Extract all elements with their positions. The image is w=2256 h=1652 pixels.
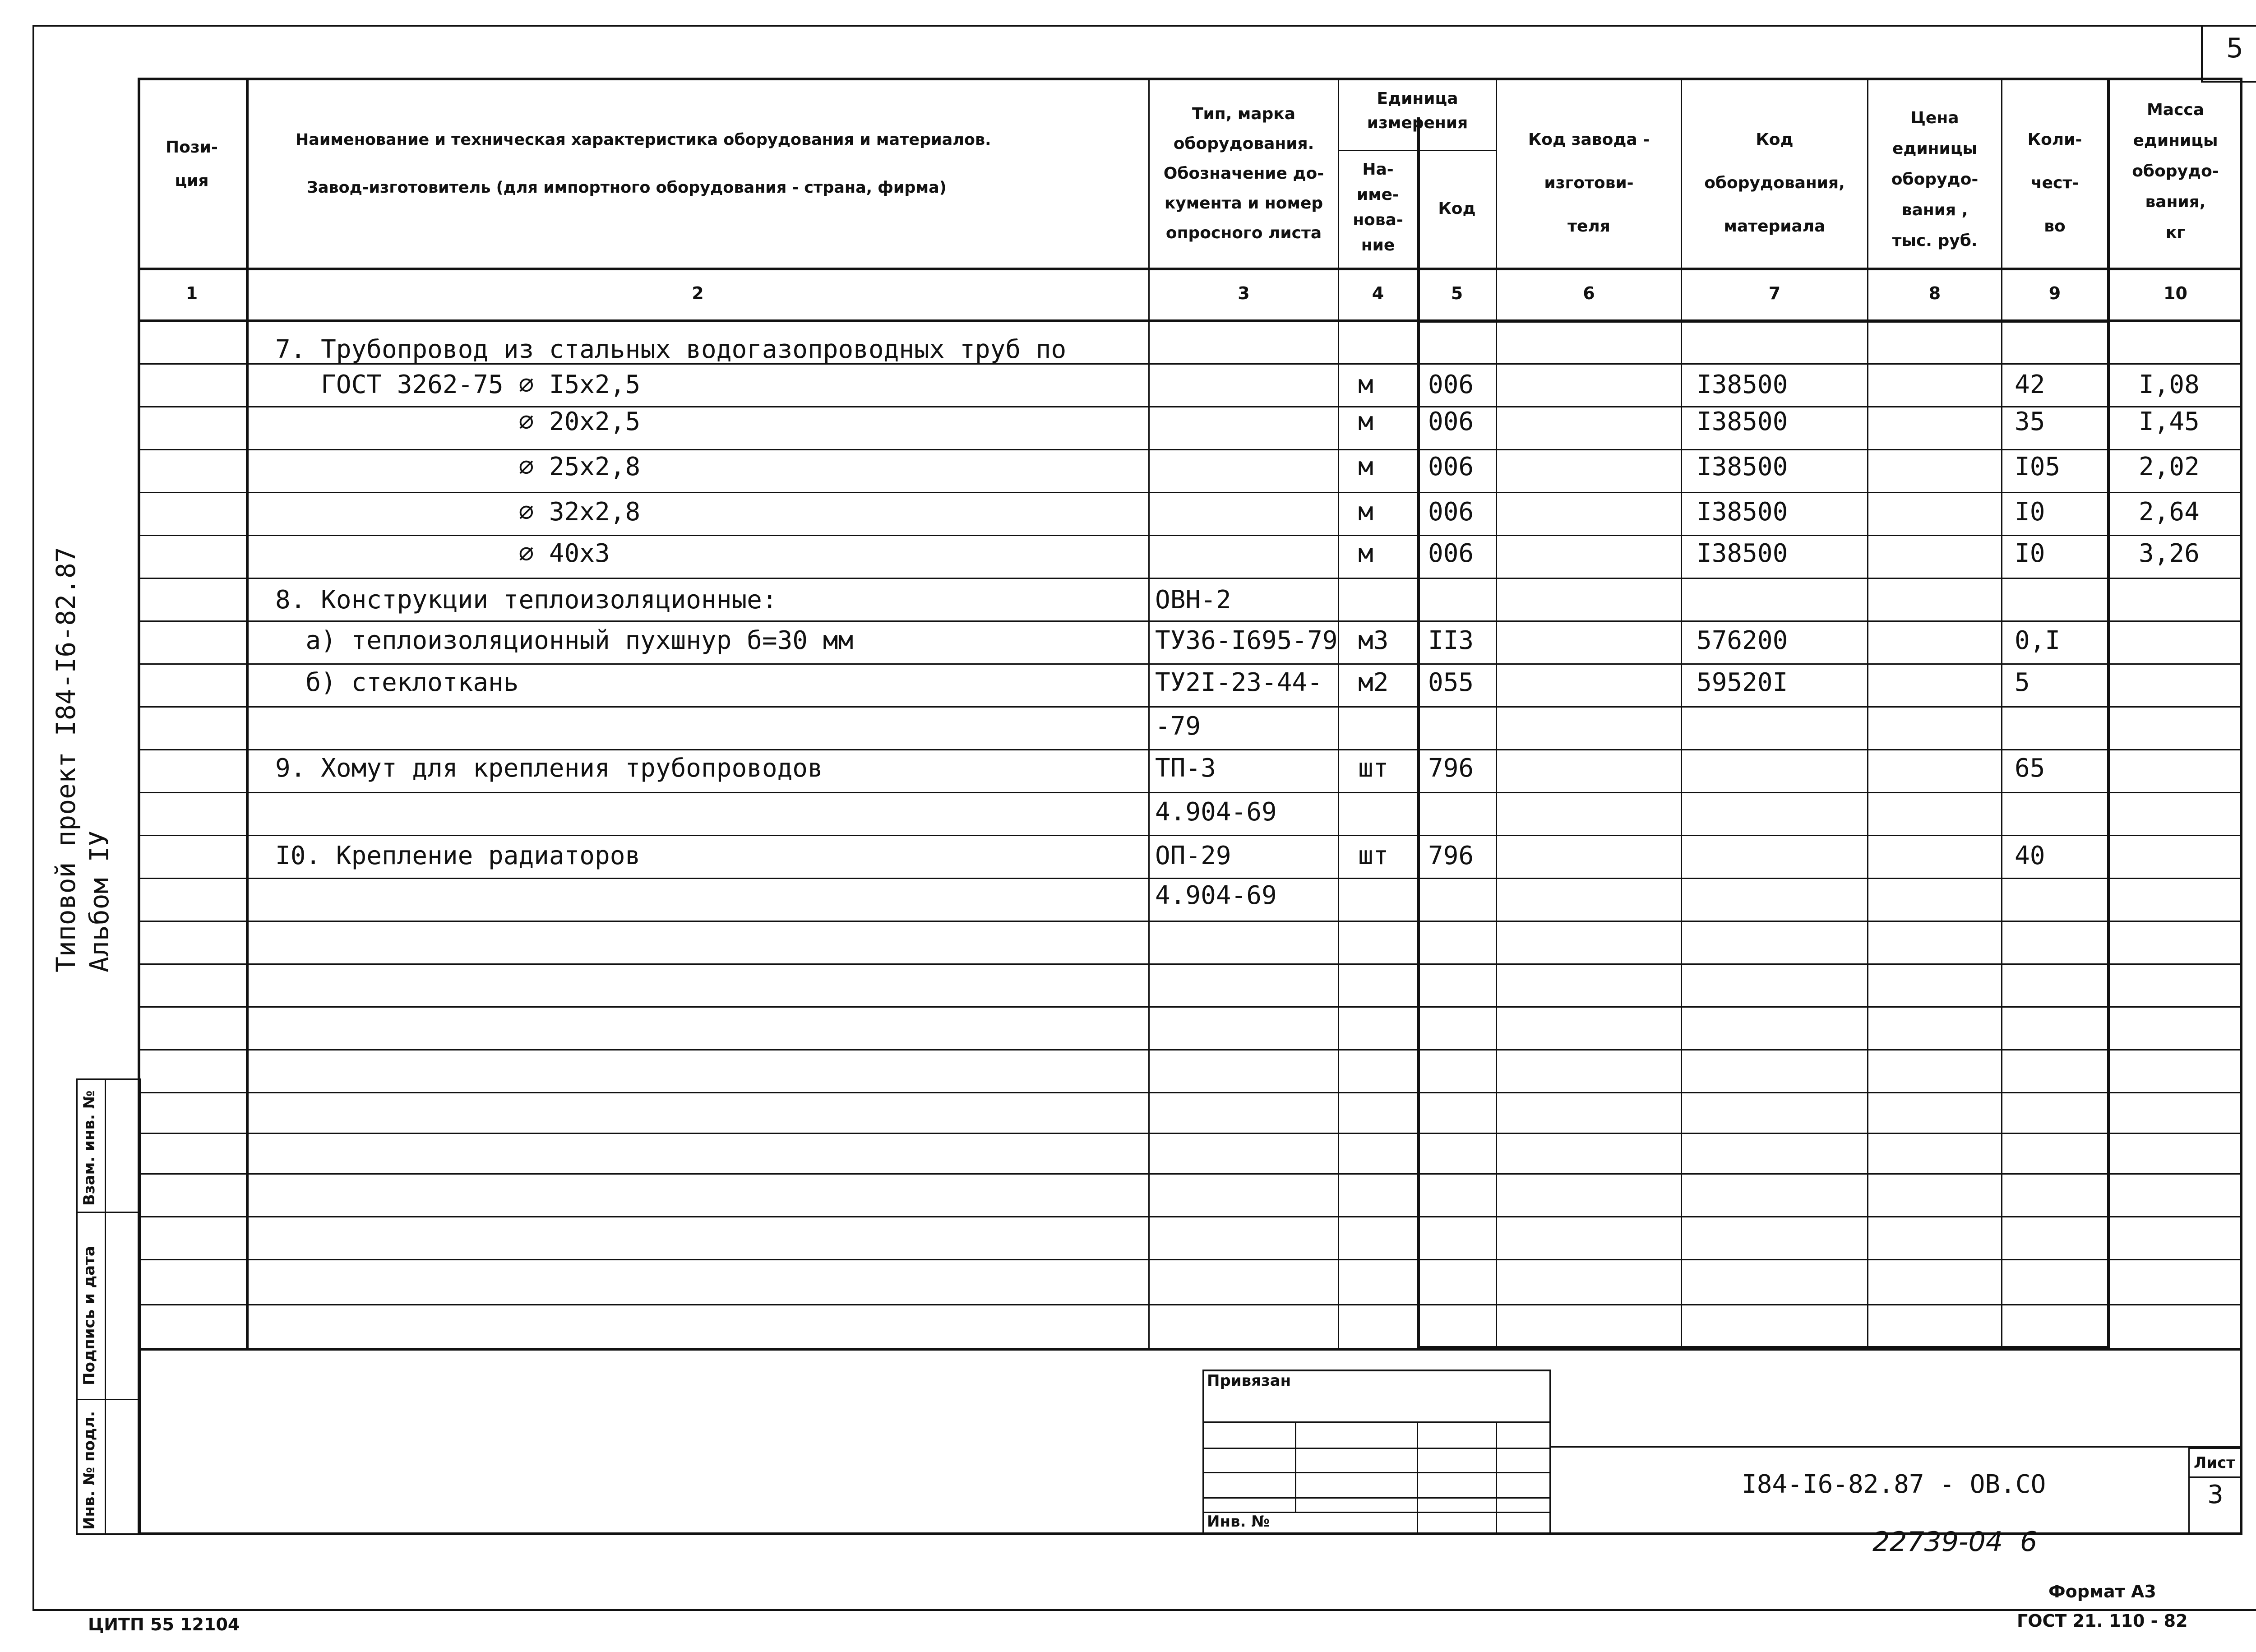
col-number: 10 bbox=[2164, 283, 2187, 303]
table-cell-c5: 006 bbox=[1428, 407, 1474, 436]
table-cell-c3: ОВН-2 bbox=[1155, 585, 1231, 615]
header-position: Пози- ция bbox=[166, 138, 218, 190]
table-cell-c3: ТУ2I-23-44- bbox=[1155, 668, 1322, 697]
table-cell-c2: 8. Конструкции теплоизоляционные: bbox=[275, 585, 777, 615]
table-cell-c3: -79 bbox=[1155, 712, 1201, 741]
header-name-line2: Завод-изготовитель (для импортного оборудования - страна, фирма) bbox=[307, 179, 947, 197]
header-unit-group: Единица измерения bbox=[1367, 89, 1468, 132]
footer-left: ЦИТП 55 12104 bbox=[88, 1615, 240, 1634]
header-unit-code: Код bbox=[1438, 199, 1476, 218]
table-cell-c9: I0 bbox=[2015, 497, 2045, 527]
table-cell-c9: 42 bbox=[2015, 370, 2045, 399]
unit-group-line bbox=[1338, 150, 1496, 151]
format-label: Формат А3 bbox=[2048, 1582, 2156, 1601]
table-cell-c10: I,45 bbox=[2139, 407, 2200, 436]
header-equipment-code: Код оборудования, материала bbox=[1704, 130, 1845, 236]
document-designation: I84-I6-82.87 - ОВ.СО bbox=[1742, 1470, 2046, 1499]
strip-line bbox=[76, 1212, 141, 1213]
stamp-line bbox=[1202, 1497, 1551, 1499]
table-cell-c7: I38500 bbox=[1697, 497, 1788, 527]
header-plant-code: Код завода - изготови- теля bbox=[1528, 130, 1650, 236]
table-cell-c2: а) теплоизоляционный пухшнур б=30 мм bbox=[275, 626, 854, 655]
header-price: Цена единицы оборудо- вания , тыс. руб. bbox=[1891, 109, 1979, 250]
row-line bbox=[138, 1304, 2242, 1305]
header-quantity: Коли- чест- во bbox=[2027, 130, 2082, 236]
bold-block-top bbox=[1417, 319, 2110, 323]
table-cell-c9: I05 bbox=[2015, 452, 2061, 481]
stamp-line bbox=[1202, 1472, 1551, 1473]
table-cell-c7: I38500 bbox=[1697, 407, 1788, 436]
table-cell-c9: I0 bbox=[2015, 539, 2045, 568]
row-line bbox=[138, 620, 2242, 622]
table-cell-c10: 2,64 bbox=[2139, 497, 2200, 527]
col-number: 6 bbox=[1583, 283, 1595, 303]
table-cell-c3: ОП-29 bbox=[1155, 841, 1231, 870]
table-cell-c2: I0. Крепление радиаторов bbox=[275, 841, 641, 870]
header-unit-name: На- име- нова- ние bbox=[1353, 160, 1403, 255]
row-line bbox=[138, 792, 2242, 793]
table-cell-c4: м bbox=[1358, 497, 1373, 527]
header-bottom-line bbox=[138, 268, 2242, 270]
stamp-line bbox=[1202, 1421, 1551, 1423]
table-cell-c3: ТП-3 bbox=[1155, 754, 1216, 783]
table-cell-c7: I38500 bbox=[1697, 539, 1788, 568]
stamp-divider bbox=[1295, 1421, 1296, 1512]
col-number: 4 bbox=[1372, 283, 1384, 303]
row-line bbox=[138, 449, 2242, 450]
strip-divider bbox=[105, 1078, 106, 1535]
title-block-line bbox=[1551, 1446, 2242, 1448]
row-line bbox=[138, 1133, 2242, 1134]
row-line bbox=[138, 921, 2242, 922]
table-cell-c4: м bbox=[1358, 407, 1373, 436]
table-cell-c10: 3,26 bbox=[2139, 539, 2200, 568]
table-cell-c3: 4.904-69 bbox=[1155, 797, 1277, 827]
row-line bbox=[138, 1049, 2242, 1050]
table-cell-c4: м bbox=[1358, 452, 1373, 481]
table-cell-c4: м bbox=[1358, 539, 1373, 568]
table-cell-c7: I38500 bbox=[1697, 452, 1788, 481]
row-line bbox=[138, 1259, 2242, 1260]
row-line bbox=[138, 963, 2242, 965]
table-cell-c3: ТУ36-I695-79 bbox=[1155, 626, 1338, 655]
header-type: Тип, марка оборудования. Обозначение до- кумента и номер опросного листа bbox=[1163, 105, 1324, 242]
col-number: 8 bbox=[1928, 283, 1941, 303]
col-number: 7 bbox=[1768, 283, 1781, 303]
inv-replace-label: Взам. инв. № bbox=[80, 1090, 98, 1206]
col-number: 5 bbox=[1451, 283, 1463, 303]
table-cell-c7: 576200 bbox=[1697, 626, 1788, 655]
bound-label: Привязан bbox=[1207, 1372, 1291, 1390]
table-cell-c2: 9. Хомут для крепления трубопроводов bbox=[275, 754, 823, 783]
header-name-line1: Наименование и техническая характеристика оборудования и материалов. bbox=[296, 131, 991, 149]
table-cell-c5: 006 bbox=[1428, 370, 1474, 399]
stamp-line bbox=[1202, 1448, 1551, 1449]
row-line bbox=[138, 492, 2242, 493]
table-cell-c2: 7. Трубопровод из стальных водогазопроводных труб по bbox=[275, 335, 1067, 364]
table-cell-c2: б) стеклоткань bbox=[275, 668, 519, 697]
table-cell-c4: шт bbox=[1358, 841, 1389, 870]
stamp-inv-label: Инв. № bbox=[1207, 1513, 1270, 1531]
table-cell-c9: 0,I bbox=[2015, 626, 2061, 655]
table-cell-c7: 59520I bbox=[1697, 668, 1788, 697]
table-cell-c5: 006 bbox=[1428, 452, 1474, 481]
footer-right: ГОСТ 21. 110 - 82 bbox=[2017, 1611, 2188, 1631]
row-line bbox=[138, 878, 2242, 879]
album-title: Альбом IУ bbox=[84, 830, 115, 972]
project-title: Типовой проект I84-I6-82.87 bbox=[51, 547, 81, 972]
row-line bbox=[138, 706, 2242, 708]
table-cell-c2: ⌀ 25x2,8 bbox=[275, 452, 641, 481]
col-number: 1 bbox=[185, 283, 198, 303]
row-line bbox=[138, 1006, 2242, 1008]
sheet-label: Лист bbox=[2194, 1454, 2235, 1472]
signature-date-label: Подпись и дата bbox=[80, 1246, 98, 1385]
handwritten-number: 22739-04 6 bbox=[1872, 1526, 2038, 1558]
bound-stamp bbox=[1202, 1370, 1551, 1535]
table-cell-c3: 4.904-69 bbox=[1155, 881, 1277, 910]
bold-block-bottom bbox=[1417, 1346, 2110, 1350]
stamp-divider bbox=[1417, 1421, 1418, 1535]
strip-line bbox=[76, 1399, 141, 1400]
table-cell-c5: 796 bbox=[1428, 754, 1474, 783]
table-cell-c4: шт bbox=[1358, 754, 1389, 783]
row-line bbox=[138, 1173, 2242, 1175]
table-cell-c4: м3 bbox=[1358, 626, 1389, 655]
stamp-divider bbox=[1496, 1421, 1497, 1535]
col-number: 9 bbox=[2048, 283, 2061, 303]
table-cell-c10: 2,02 bbox=[2139, 452, 2200, 481]
col-number: 2 bbox=[692, 283, 704, 303]
table-cell-c7: I38500 bbox=[1697, 370, 1788, 399]
inv-original-label: Инв. № подл. bbox=[80, 1411, 98, 1530]
table-cell-c9: 40 bbox=[2015, 841, 2045, 870]
table-cell-c9: 5 bbox=[2015, 668, 2030, 697]
table-cell-c5: 055 bbox=[1428, 668, 1474, 697]
table-cell-c10: I,08 bbox=[2139, 370, 2200, 399]
table-cell-c5: 006 bbox=[1428, 497, 1474, 527]
page-number: 5 bbox=[2226, 32, 2244, 64]
table-cell-c4: м bbox=[1358, 370, 1373, 399]
table-cell-c2: ⌀ 20x2,5 bbox=[275, 407, 641, 436]
table-cell-c9: 35 bbox=[2015, 407, 2045, 436]
row-line bbox=[138, 835, 2242, 836]
row-line bbox=[138, 1216, 2242, 1217]
row-line bbox=[138, 535, 2242, 536]
table-cell-c2: ГОСТ 3262-75 ⌀ I5x2,5 bbox=[275, 370, 641, 399]
row-line bbox=[138, 1092, 2242, 1093]
header-mass: Масса единицы оборудо- вания, кг bbox=[2132, 101, 2219, 242]
table-cell-c9: 65 bbox=[2015, 754, 2045, 783]
row-line bbox=[138, 578, 2242, 579]
sheet-line bbox=[2188, 1476, 2242, 1478]
table-cell-c2: ⌀ 40x3 bbox=[275, 539, 610, 568]
row-line bbox=[138, 663, 2242, 665]
col-number: 3 bbox=[1238, 283, 1250, 303]
sheet-number: 3 bbox=[2207, 1480, 2224, 1509]
table-cell-c4: м2 bbox=[1358, 668, 1389, 697]
table-cell-c5: 006 bbox=[1428, 539, 1474, 568]
table-cell-c5: II3 bbox=[1428, 626, 1474, 655]
table-cell-c5: 796 bbox=[1428, 841, 1474, 870]
row-line bbox=[138, 749, 2242, 750]
table-cell-c2: ⌀ 32x2,8 bbox=[275, 497, 641, 527]
